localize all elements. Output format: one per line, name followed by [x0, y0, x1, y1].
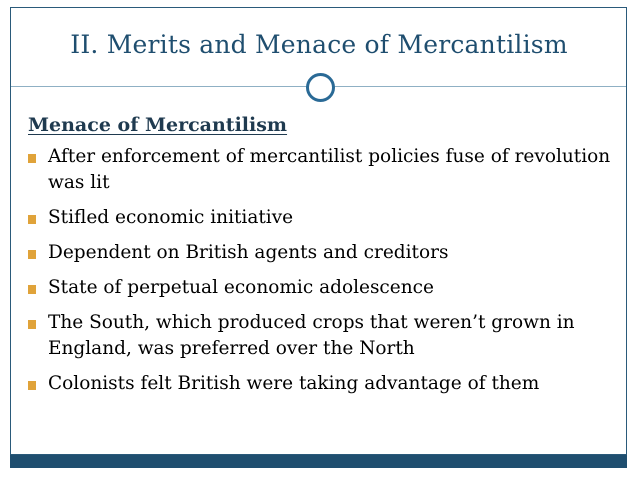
bullet-item [28, 371, 618, 397]
bullet-item [28, 205, 618, 231]
bullet-text: After enforcement of mercantilist policies fuse of revolution was lit [48, 146, 611, 193]
bullet-text: The South, which produced crops that weren’t grown in England, was preferred over the North [48, 312, 575, 359]
square-bullet-icon [28, 320, 36, 329]
bullet-item [28, 275, 618, 301]
bullet-item [28, 240, 618, 266]
section-heading: Menace of Mercantilism [28, 114, 288, 136]
bullet-item [28, 144, 618, 196]
footer-bar [10, 455, 627, 468]
slide-content [28, 112, 618, 406]
square-bullet-icon [28, 154, 36, 163]
square-bullet-icon [28, 215, 36, 224]
square-bullet-icon [28, 250, 36, 259]
square-bullet-icon [28, 285, 36, 294]
square-bullet-icon [28, 381, 36, 390]
bullet-list [28, 144, 618, 397]
bullet-text: State of perpetual economic adolescence [48, 277, 434, 298]
bullet-text: Colonists felt British were taking advantage of them [48, 373, 540, 394]
bullet-text: Stifled economic initiative [48, 207, 294, 228]
slide-title: II. Merits and Menace of Mercantilism [70, 30, 568, 59]
bullet-item [28, 310, 618, 362]
circle-ornament-icon [306, 73, 335, 102]
bullet-text: Dependent on British agents and creditors [48, 242, 449, 263]
